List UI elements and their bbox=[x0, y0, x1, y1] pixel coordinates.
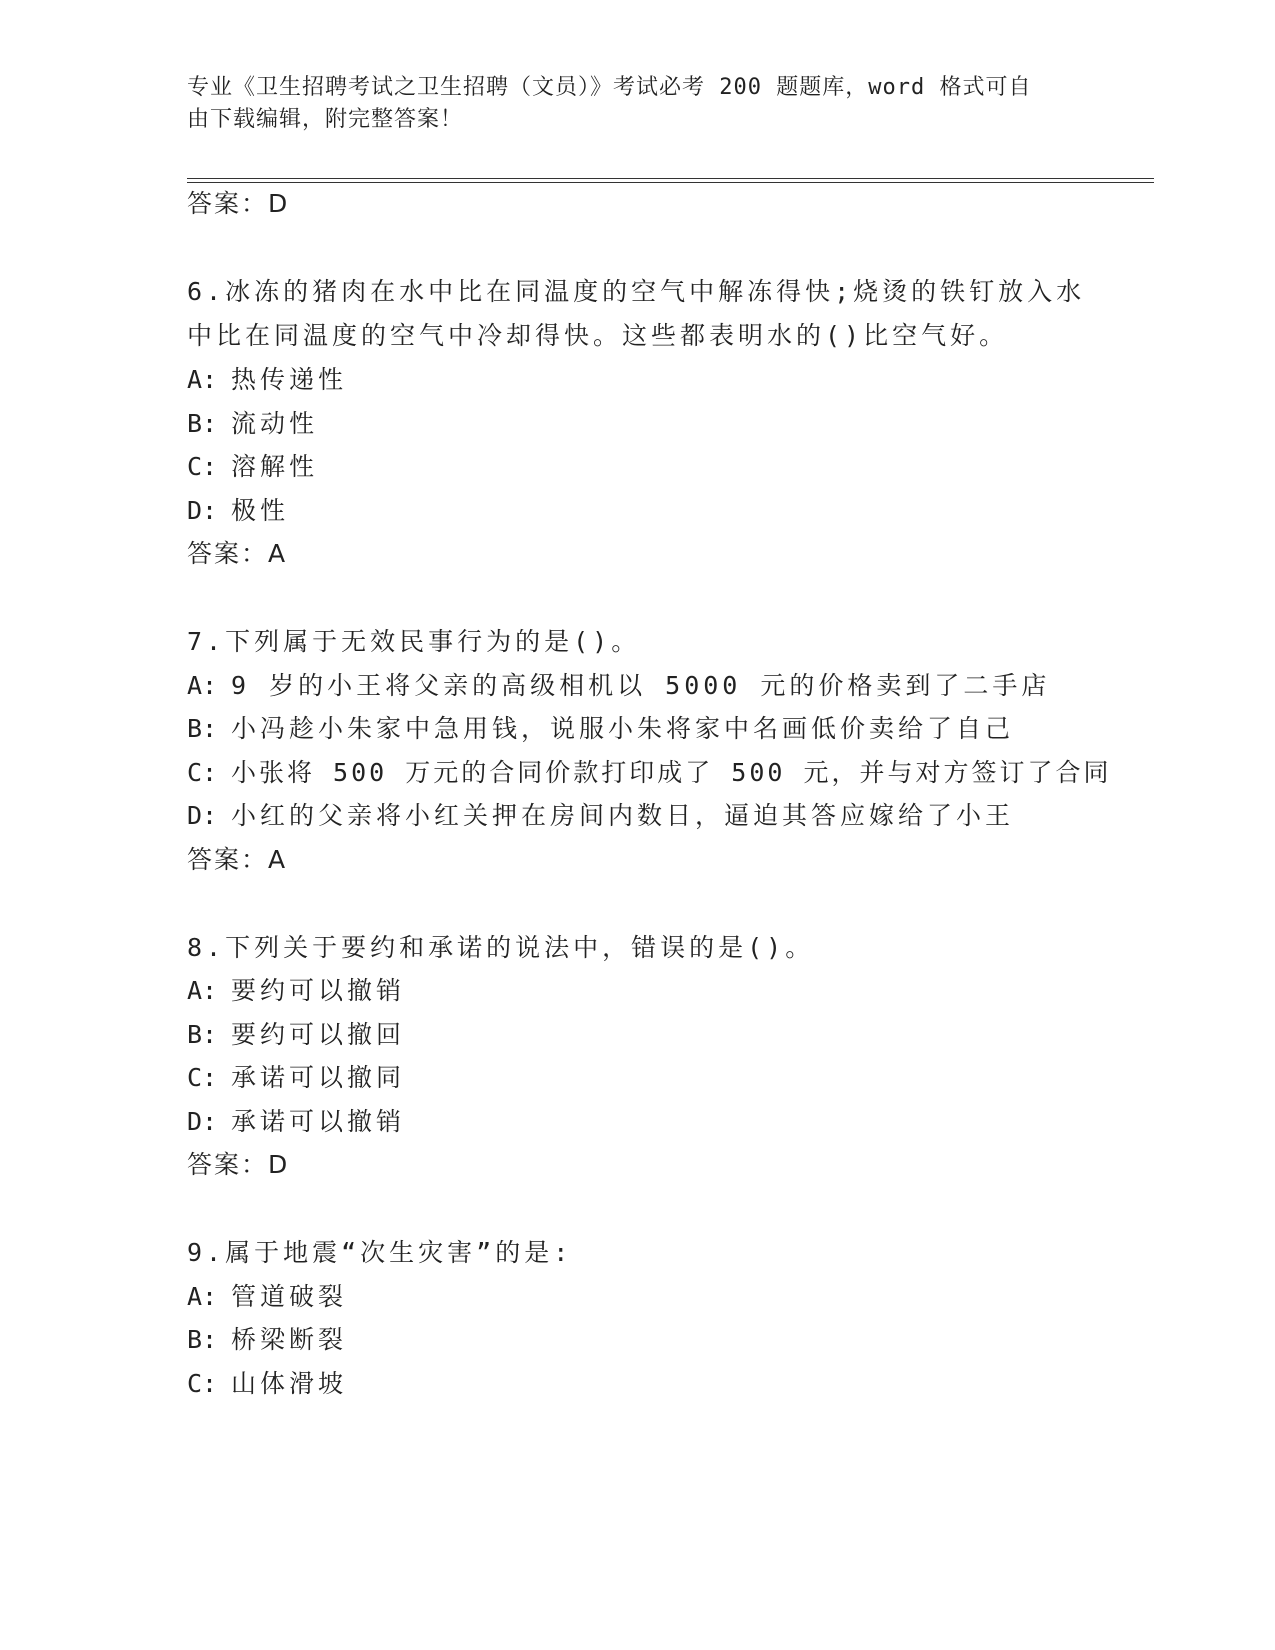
option-text: 要约可以撤销 bbox=[231, 976, 406, 1005]
question-9-option-b bbox=[187, 1324, 347, 1356]
option-text: 要约可以撤回 bbox=[231, 1020, 406, 1049]
question-9-option-c bbox=[187, 1368, 347, 1400]
option-text: 极性 bbox=[231, 496, 290, 525]
question-6-stem-line-2: 中比在同温度的空气中冷却得快。这些都表明水的()比空气好。 bbox=[187, 321, 1009, 350]
option-text: 流动性 bbox=[231, 409, 319, 438]
question-6-option-a bbox=[187, 364, 347, 396]
option-text: 桥梁断裂 bbox=[231, 1325, 348, 1354]
option-letter: A: bbox=[187, 365, 218, 394]
question-8-option-d bbox=[187, 1106, 405, 1138]
option-text: 山体滑坡 bbox=[231, 1369, 348, 1398]
question-7-option-b bbox=[187, 713, 1014, 745]
answer-q7: 答案：A bbox=[187, 845, 288, 874]
option-text: 承诺可以撤销 bbox=[231, 1107, 406, 1136]
answer-q5: 答案：D bbox=[187, 189, 290, 218]
header-divider bbox=[187, 178, 1154, 183]
option-letter: A: bbox=[187, 1282, 218, 1311]
option-letter: D: bbox=[187, 1107, 218, 1136]
option-text: 小红的父亲将小红关押在房间内数日，逼迫其答应嫁给了小王 bbox=[231, 801, 1015, 830]
question-8-option-b bbox=[187, 1019, 405, 1051]
question-6-option-c bbox=[187, 451, 318, 483]
question-8-option-a bbox=[187, 975, 405, 1007]
option-letter: D: bbox=[187, 801, 218, 830]
option-text: 溶解性 bbox=[231, 452, 319, 481]
option-text: 小张将 500 万元的合同价款打印成了 500 元，并与对方签订了合同 bbox=[231, 758, 1112, 787]
question-6-option-b bbox=[187, 408, 318, 440]
option-letter: C: bbox=[187, 452, 218, 481]
question-7-stem: 7.下列属于无效民事行为的是()。 bbox=[187, 627, 641, 656]
option-text: 承诺可以撤同 bbox=[231, 1063, 406, 1092]
header-line-1: 专业《卫生招聘考试之卫生招聘（文员）》考试必考 200 题题库，word 格式可自 bbox=[187, 75, 1032, 100]
question-9-stem: 9.属于地震“次生灾害”的是: bbox=[187, 1238, 573, 1267]
option-text: 9 岁的小王将父亲的高级相机以 5000 元的价格卖到了二手店 bbox=[231, 671, 1051, 700]
question-6-stem-line-1: 6.冰冻的猪肉在水中比在同温度的空气中解冻得快;烧烫的铁钉放入水 bbox=[187, 277, 1086, 306]
option-letter: C: bbox=[187, 1369, 218, 1398]
question-7-option-a bbox=[187, 670, 1050, 702]
option-letter: B: bbox=[187, 409, 218, 438]
option-letter: A: bbox=[187, 976, 218, 1005]
option-letter: B: bbox=[187, 1325, 218, 1354]
document-header bbox=[187, 72, 1067, 136]
option-letter: C: bbox=[187, 758, 218, 787]
header-line-2: 由下载编辑，附完整答案！ bbox=[187, 107, 464, 132]
question-8-option-c bbox=[187, 1062, 405, 1094]
option-text: 管道破裂 bbox=[231, 1282, 348, 1311]
option-letter: B: bbox=[187, 714, 218, 743]
question-9-option-a bbox=[187, 1281, 347, 1313]
answer-q8: 答案：D bbox=[187, 1150, 290, 1179]
option-letter: D: bbox=[187, 496, 218, 525]
question-7-option-d bbox=[187, 800, 1014, 832]
option-letter: A: bbox=[187, 671, 218, 700]
option-letter: C: bbox=[187, 1063, 218, 1092]
answer-q6: 答案：A bbox=[187, 539, 288, 568]
option-letter: B: bbox=[187, 1020, 218, 1049]
option-text: 小冯趁小朱家中急用钱，说服小朱将家中名画低价卖给了自己 bbox=[231, 714, 1015, 743]
option-text: 热传递性 bbox=[231, 365, 348, 394]
question-7-option-c bbox=[187, 757, 1112, 789]
question-6-option-d bbox=[187, 495, 289, 527]
question-8-stem: 8.下列关于要约和承诺的说法中，错误的是()。 bbox=[187, 933, 815, 962]
